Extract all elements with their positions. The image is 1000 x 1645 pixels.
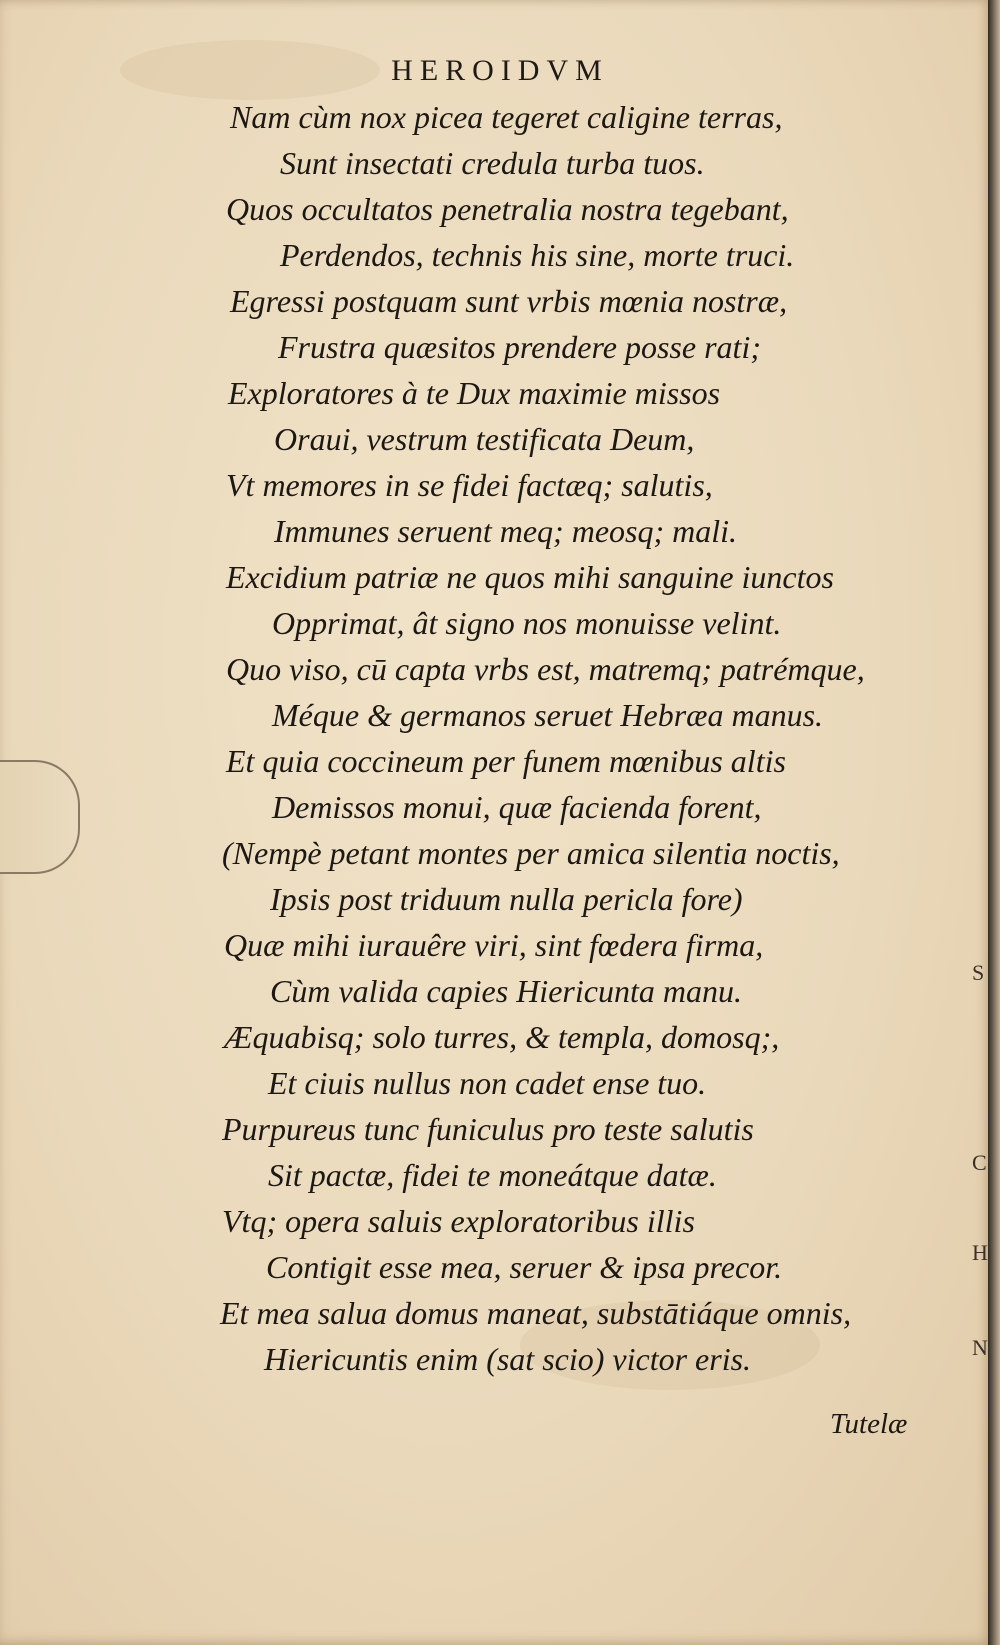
verse-line: Opprimat, ât signo nos monuisse velint. <box>272 605 782 641</box>
verse-line: Quos occultatos penetralia nostra tegebant, <box>226 191 789 227</box>
verse-line: Et quia coccineum per funem mœnibus altis <box>226 743 786 779</box>
verse-line: Exploratores à te Dux maximie missos <box>228 375 721 411</box>
facing-page-edge <box>988 0 1000 1645</box>
verse-line: Et mea salua domus maneat, substātiáque omnis, <box>220 1295 852 1331</box>
verse-line: Oraui, vestrum testificata Deum, <box>274 421 695 457</box>
catchword: Tutelæ <box>830 1408 908 1440</box>
verse-line: Et ciuis nullus non cadet ense tuo. <box>268 1065 707 1101</box>
verse-line: Ipsis post triduum nulla pericla fore) <box>270 881 743 917</box>
verse-line: Méque & germanos seruet Hebræa manus. <box>272 697 824 733</box>
verse-line: Nam cùm nox picea tegeret caligine terras, <box>230 99 783 135</box>
paper-tab-fold <box>0 760 80 874</box>
verse-line: Immunes seruent meq; meosq; mali. <box>274 513 738 549</box>
verse-line: Contigit esse mea, seruer & ipsa precor. <box>266 1249 783 1285</box>
verse-line: Cùm valida capies Hiericunta manu. <box>270 973 742 1009</box>
verse-line: Perdendos, technis his sine, morte truci. <box>280 237 795 273</box>
facing-page-letter: H <box>972 1240 988 1265</box>
verse-line: Excidium patriæ ne quos mihi sanguine iunctos <box>226 559 834 595</box>
verse-line: Quo viso, cū capta vrbs est, matremq; patrémque, <box>226 651 865 687</box>
verse-line: Quæ mihi iurauêre viri, sint fœdera firma, <box>224 927 764 963</box>
verse-line: Vt memores in se fidei factæq; salutis, <box>226 467 713 503</box>
verse-line: Purpureus tunc funiculus pro teste salutis <box>222 1111 754 1147</box>
verse-line: Vtq; opera saluis exploratoribus illis <box>222 1203 695 1239</box>
verse-line: Demissos monui, quæ facienda forent, <box>272 789 762 825</box>
facing-page-letter: C <box>972 1150 987 1175</box>
running-head: HEROIDVM <box>391 54 609 87</box>
facing-page-letter: N <box>972 1335 988 1360</box>
verse-line: Æquabisq; solo turres, & templa, domosq;, <box>224 1019 780 1055</box>
verse-line: Sunt insectati credula turba tuos. <box>280 145 705 181</box>
verse-line: Egressi postquam sunt vrbis mœnia nostræ, <box>230 283 788 319</box>
verse-line: Hiericuntis enim (sat scio) victor eris. <box>264 1341 752 1377</box>
verse-line: Frustra quæsitos prendere posse rati; <box>278 329 761 365</box>
verse-line: Sit pactæ, fidei te moneátque datæ. <box>268 1157 717 1193</box>
facing-page-letter: S <box>972 960 985 985</box>
verse-line: (Nempè petant montes per amica silentia noctis, <box>222 835 840 871</box>
